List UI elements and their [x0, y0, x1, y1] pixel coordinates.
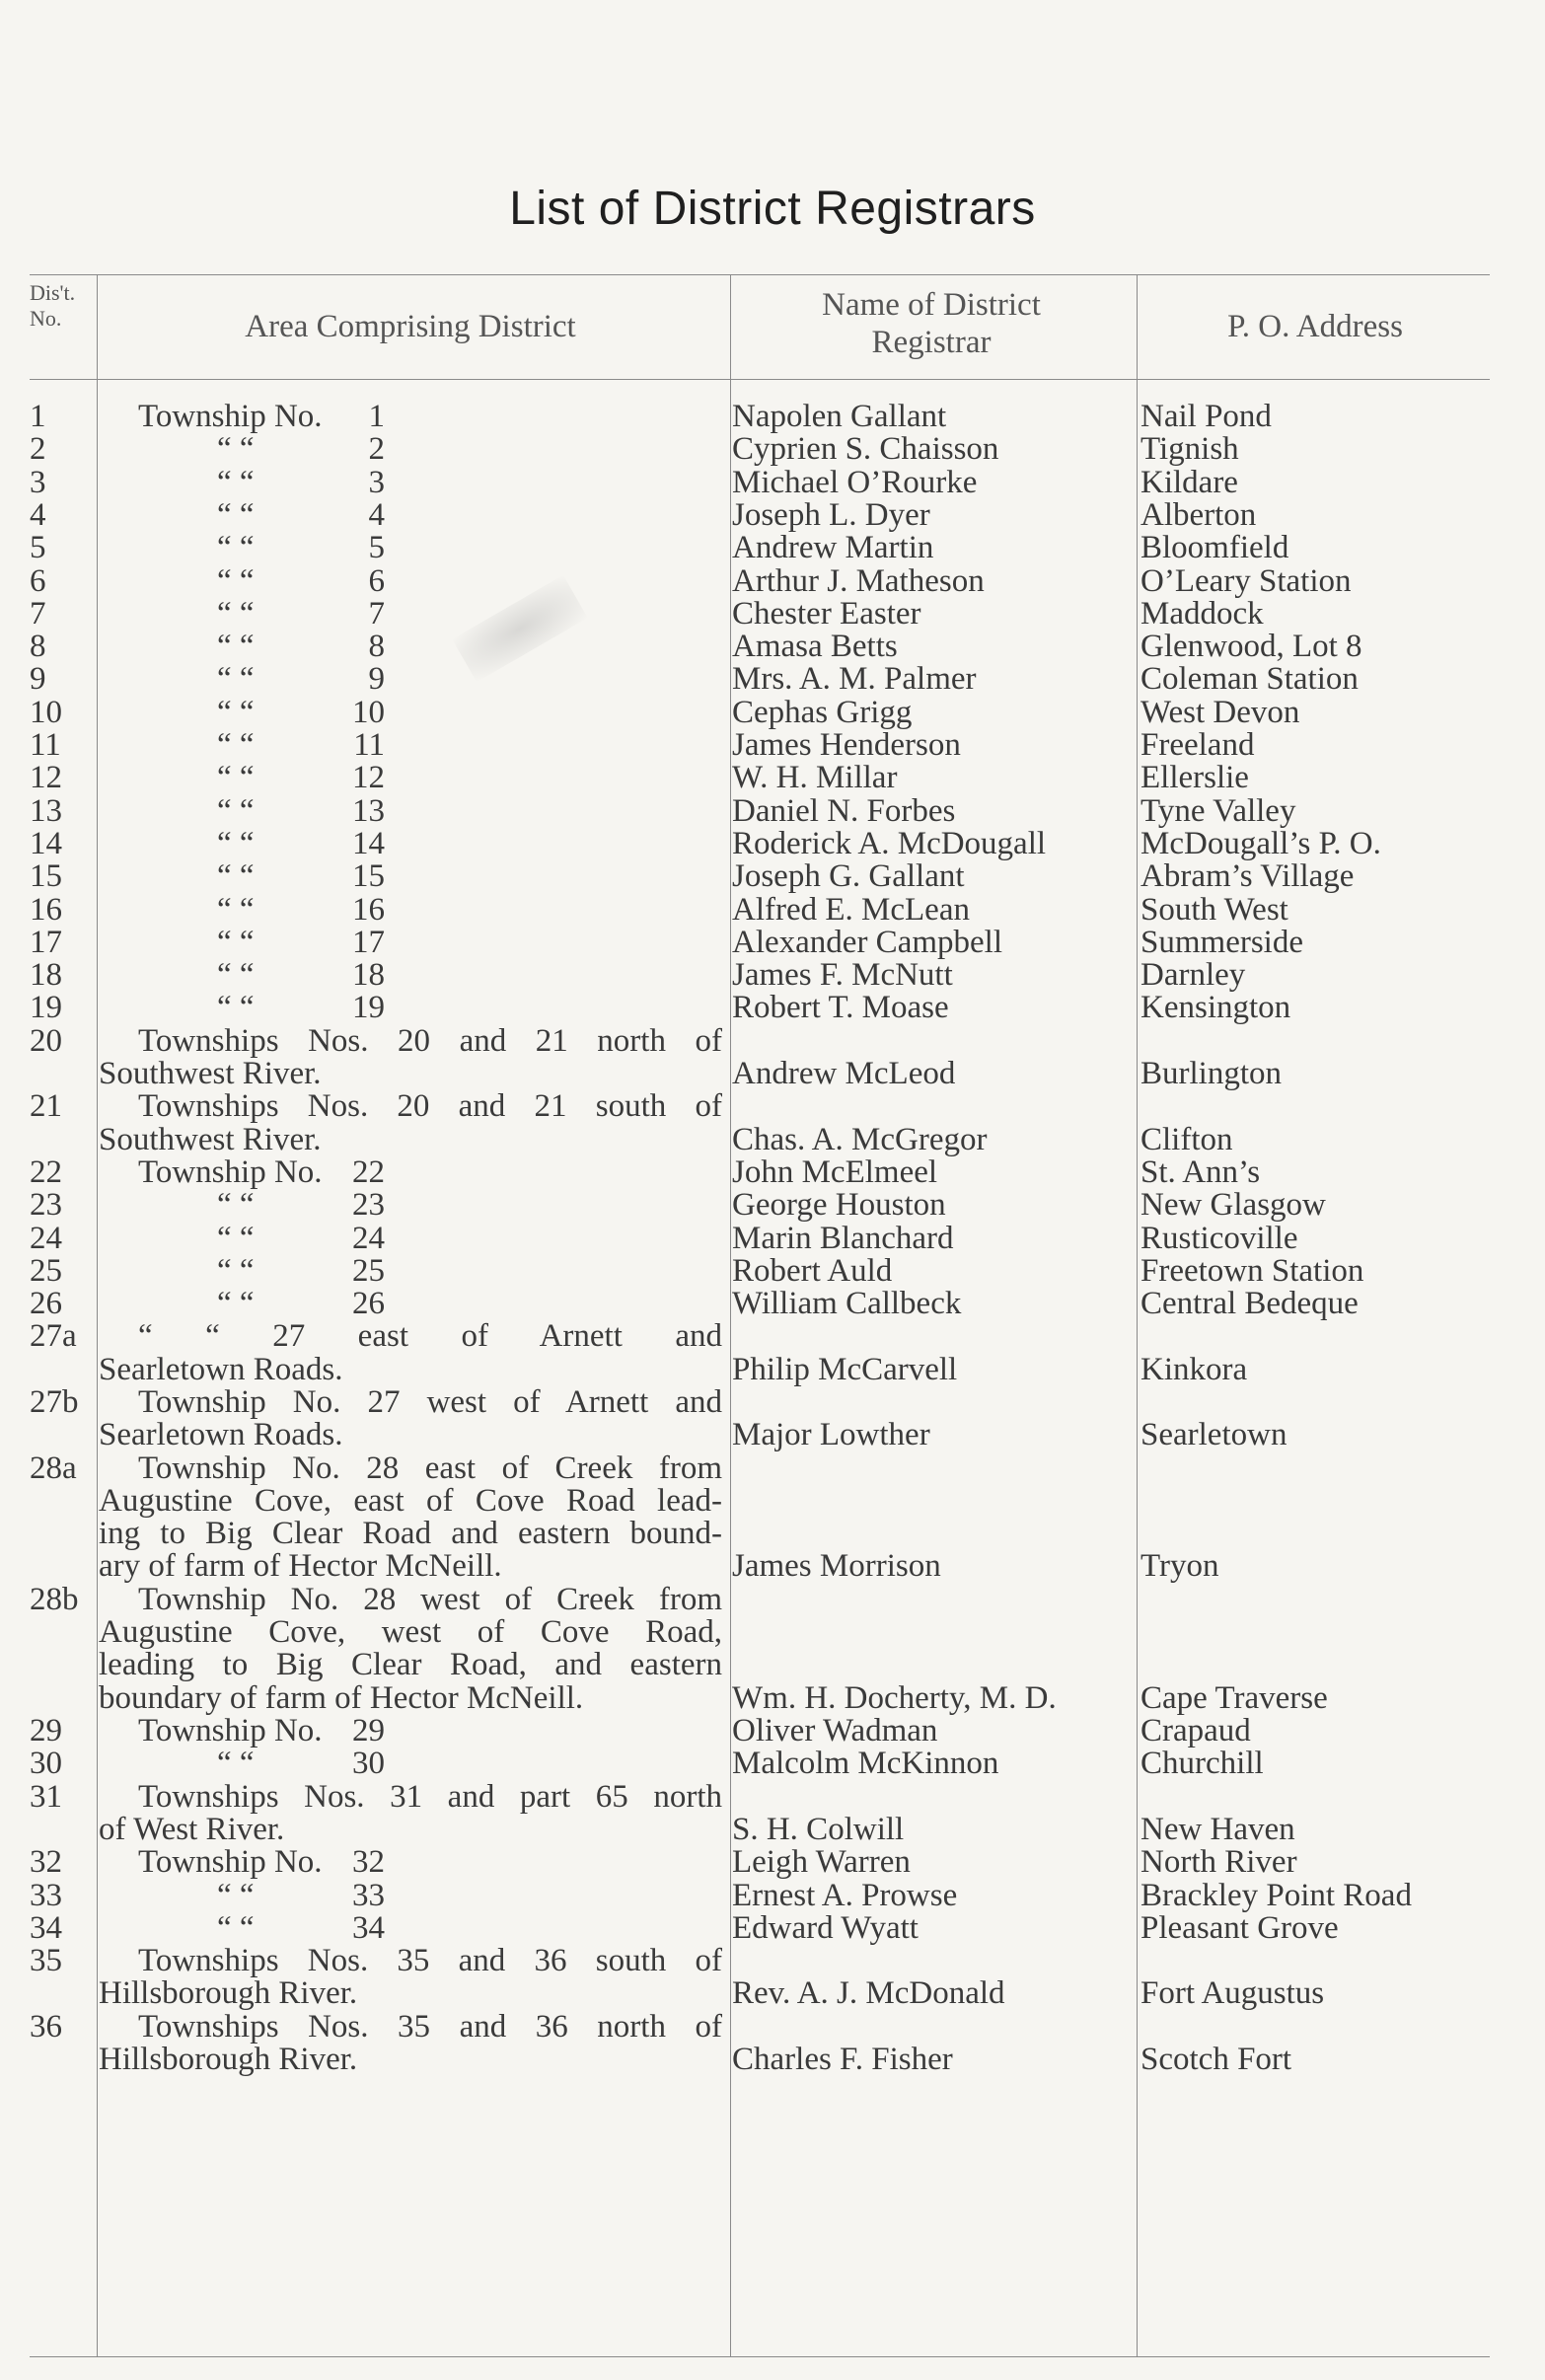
area-description: [99, 1945, 722, 2011]
table-row: [0, 532, 1545, 564]
table-row: [0, 959, 1545, 992]
district-number: 25: [30, 1252, 62, 1289]
district-number: 13: [30, 792, 62, 829]
po-address: Searletown: [1140, 1417, 1288, 1453]
area-description: [99, 729, 722, 762]
district-number: 16: [30, 891, 62, 928]
district-number: 20: [30, 1022, 62, 1059]
district-number: 15: [30, 858, 62, 895]
township-number: 32: [352, 1844, 385, 1881]
table-row: [0, 1846, 1545, 1879]
po-address: New Glasgow: [1140, 1187, 1326, 1224]
header-registrar-name: Name of District Registrar: [822, 287, 1041, 360]
registrar-name: John McElmeel: [732, 1153, 938, 1190]
table-row: [0, 762, 1545, 794]
township-number: 34: [352, 1909, 385, 1946]
area-line: Township No. 27 west of Arnett and: [138, 1386, 722, 1420]
area-description: [99, 1846, 722, 1879]
area-line: “ “ 27 east of Arnett and: [138, 1320, 722, 1354]
po-address: Alberton: [1140, 496, 1257, 533]
registrar-name: Mrs. A. M. Palmer: [732, 661, 977, 698]
po-address: Abram’s Village: [1140, 858, 1355, 895]
district-number: 27b: [30, 1384, 79, 1420]
registrar-name: James F. McNutt: [732, 957, 953, 994]
district-number: 10: [30, 694, 62, 730]
po-address: Brackley Point Road: [1140, 1877, 1412, 1913]
area-description: [99, 1252, 722, 1289]
township-number: 13: [352, 792, 385, 829]
township-number: 8: [368, 629, 385, 665]
registrar-name: James Morrison: [732, 1548, 941, 1585]
registrar-name: Major Lowther: [732, 1417, 930, 1453]
area-description: [99, 631, 722, 663]
po-address: McDougall’s P. O.: [1140, 825, 1381, 861]
table-row: [0, 1581, 1545, 1716]
ditto-marks: “ “: [217, 825, 255, 861]
township-number: 11: [353, 727, 385, 763]
area-line: Searletown Roads.: [99, 1353, 343, 1386]
po-address: Fort Augustus: [1140, 1975, 1325, 2012]
area-description: [99, 433, 722, 466]
page-title: List of District Registrars: [509, 183, 1036, 235]
table-top-rule: [30, 274, 1490, 275]
po-address: Maddock: [1140, 595, 1264, 632]
area-description: [99, 2011, 722, 2077]
po-address: North River: [1140, 1844, 1297, 1881]
district-number: 26: [30, 1286, 62, 1322]
district-number: 2: [30, 431, 46, 468]
po-address: Bloomfield: [1140, 530, 1289, 566]
area-description: [99, 792, 722, 829]
area-line: Augustine Cove, west of Cove Road,: [99, 1616, 722, 1650]
area-description: [99, 1090, 722, 1156]
ditto-marks: “ “: [217, 1187, 255, 1224]
ditto-marks: “ “: [217, 1220, 255, 1256]
registrar-name: Cyprien S. Chaisson: [732, 431, 999, 468]
po-address: Crapaud: [1140, 1713, 1251, 1748]
table-row: [0, 1909, 1545, 1946]
table-row: [0, 1877, 1545, 1913]
area-line: Townships Nos. 20 and 21 south of: [138, 1090, 722, 1124]
registrar-name: Alfred E. McLean: [732, 891, 970, 928]
district-number: 8: [30, 629, 46, 665]
table-row: [0, 1945, 1545, 2011]
district-number: 32: [30, 1844, 62, 1881]
ditto-marks: “ “: [217, 924, 255, 960]
registrar-name: Arthur J. Matheson: [732, 562, 985, 599]
table-row: [0, 860, 1545, 893]
table-row: [0, 1715, 1545, 1748]
district-number: 3: [30, 464, 46, 500]
district-number: 12: [30, 760, 62, 796]
registrar-name: Andrew Martin: [732, 530, 934, 566]
table-row: [0, 1748, 1545, 1780]
township-label: Township No.: [138, 1713, 323, 1748]
area-description: [99, 1220, 722, 1256]
area-description: [99, 663, 722, 696]
table-row: [0, 663, 1545, 696]
po-address: St. Ann’s: [1140, 1153, 1261, 1190]
district-number: 17: [30, 924, 62, 960]
township-number: 22: [352, 1153, 385, 1190]
area-description: [99, 762, 722, 794]
ditto-marks: “ “: [217, 530, 255, 566]
po-address: Kinkora: [1140, 1351, 1248, 1387]
area-description: [99, 464, 722, 500]
table-row: [0, 631, 1545, 663]
area-description: [99, 1189, 722, 1222]
township-number: 3: [368, 464, 385, 500]
district-number: 14: [30, 825, 62, 861]
table-row: [0, 1090, 1545, 1156]
district-number: 28b: [30, 1581, 79, 1617]
ditto-marks: “ “: [217, 496, 255, 533]
area-description: [99, 1288, 722, 1320]
township-number: 24: [352, 1220, 385, 1256]
po-address: Tryon: [1140, 1548, 1219, 1585]
ditto-marks: “ “: [217, 629, 255, 665]
area-description: [99, 1320, 722, 1386]
ditto-marks: “ “: [217, 891, 255, 928]
table-row: [0, 1153, 1545, 1190]
area-line: ary of farm of Hector McNeill.: [99, 1550, 502, 1584]
po-address: Tignish: [1140, 431, 1239, 468]
district-number: 19: [30, 990, 62, 1026]
district-number: 36: [30, 2008, 62, 2045]
table-row: [0, 496, 1545, 533]
registrar-name: W. H. Millar: [732, 760, 898, 796]
area-line: boundary of farm of Hector McNeill.: [99, 1681, 584, 1715]
township-number: 6: [368, 562, 385, 599]
district-number: 1: [30, 399, 46, 434]
area-description: [99, 595, 722, 632]
ditto-marks: “ “: [217, 1909, 255, 1946]
district-number: 11: [30, 727, 61, 763]
district-number: 30: [30, 1746, 62, 1782]
area-description: [99, 694, 722, 730]
ditto-marks: “ “: [217, 595, 255, 632]
township-number: 33: [352, 1877, 385, 1913]
area-description: [99, 1877, 722, 1913]
area-line: Townships Nos. 31 and part 65 north: [138, 1780, 722, 1814]
table-bottom-rule: [30, 2356, 1490, 2357]
po-address: Freeland: [1140, 727, 1255, 763]
area-description: [99, 924, 722, 960]
registrar-name: Marin Blanchard: [732, 1220, 954, 1256]
area-description: [99, 1153, 722, 1190]
area-line: Hillsborough River.: [99, 1977, 358, 2011]
district-number: 5: [30, 530, 46, 566]
table-row: [0, 401, 1545, 433]
township-number: 4: [368, 496, 385, 533]
township-number: 19: [352, 990, 385, 1026]
po-address: Rusticoville: [1140, 1220, 1298, 1256]
registrar-name: Oliver Wadman: [732, 1713, 938, 1748]
registrar-name: Chester Easter: [732, 595, 921, 632]
township-number: 1: [368, 399, 385, 434]
table-row: [0, 2008, 1545, 2077]
registrar-name: Chas. A. McGregor: [732, 1121, 988, 1157]
area-description: [99, 1025, 722, 1091]
township-number: 7: [368, 595, 385, 632]
ditto-marks: “ “: [217, 990, 255, 1026]
ditto-marks: “ “: [217, 760, 255, 796]
district-number: 6: [30, 562, 46, 599]
ditto-marks: “ “: [217, 727, 255, 763]
area-description: [99, 562, 722, 599]
township-label: Township No.: [138, 399, 323, 434]
area-description: [99, 825, 722, 861]
header-area: Area Comprising District: [245, 309, 576, 344]
po-address: Clifton: [1140, 1121, 1233, 1157]
area-line: Searletown Roads.: [99, 1419, 343, 1452]
township-number: 9: [368, 661, 385, 698]
area-description: [99, 496, 722, 533]
district-number: 21: [30, 1088, 62, 1125]
township-number: 30: [352, 1746, 385, 1782]
area-description: [99, 860, 722, 893]
registrar-name: Philip McCarvell: [732, 1351, 958, 1387]
area-line: Southwest River.: [99, 1123, 322, 1156]
po-address: West Devon: [1140, 694, 1300, 730]
area-description: [99, 1715, 722, 1748]
table-row: [0, 562, 1545, 599]
township-number: 2: [368, 431, 385, 468]
township-number: 26: [352, 1286, 385, 1322]
district-number: 4: [30, 496, 46, 533]
area-line: Augustine Cove, east of Cove Road lead-: [99, 1484, 722, 1519]
registrar-name: Daniel N. Forbes: [732, 792, 956, 829]
registrar-name: George Houston: [732, 1187, 946, 1224]
po-address: Darnley: [1140, 957, 1246, 994]
ditto-marks: “ “: [217, 562, 255, 599]
table-row: [0, 924, 1545, 960]
po-address: Ellerslie: [1140, 760, 1249, 796]
ditto-marks: “ “: [217, 1252, 255, 1289]
area-description: [99, 891, 722, 928]
district-number: 31: [30, 1778, 62, 1815]
township-number: 15: [352, 858, 385, 895]
table-row: [0, 1452, 1545, 1584]
table-row: [0, 825, 1545, 861]
registrar-name: Michael O’Rourke: [732, 464, 978, 500]
ditto-marks: “ “: [217, 1746, 255, 1782]
district-number: 28a: [30, 1450, 77, 1486]
registrar-name: Wm. H. Docherty, M. D.: [732, 1679, 1057, 1716]
table-row: [0, 595, 1545, 632]
ditto-marks: “ “: [217, 858, 255, 895]
po-address: Central Bedeque: [1140, 1286, 1359, 1322]
district-number: 22: [30, 1153, 62, 1190]
area-description: [99, 959, 722, 992]
township-number: 10: [352, 694, 385, 730]
po-address: Glenwood, Lot 8: [1140, 629, 1362, 665]
district-number: 9: [30, 661, 46, 698]
district-number: 35: [30, 1943, 62, 1979]
po-address: Kensington: [1140, 990, 1291, 1026]
township-number: 29: [352, 1713, 385, 1748]
po-address: Coleman Station: [1140, 661, 1359, 698]
header-district-number: Dis't. No.: [30, 280, 76, 331]
table-row: [0, 1288, 1545, 1320]
registrar-name: Robert T. Moase: [732, 990, 949, 1026]
township-number: 14: [352, 825, 385, 861]
area-line: Township No. 28 west of Creek from: [138, 1583, 722, 1617]
ditto-marks: “ “: [217, 1877, 255, 1913]
township-number: 18: [352, 957, 385, 994]
ditto-marks: “ “: [217, 661, 255, 698]
district-number: 34: [30, 1909, 62, 1946]
area-description: [99, 1781, 722, 1847]
district-number: 33: [30, 1877, 62, 1913]
area-line: ing to Big Clear Road and eastern bound-: [99, 1518, 722, 1551]
po-address: Pleasant Grove: [1140, 1909, 1339, 1946]
registrar-name: Joseph G. Gallant: [732, 858, 965, 895]
township-label: Township No.: [138, 1844, 323, 1881]
area-description: [99, 1452, 722, 1584]
district-number: 18: [30, 957, 62, 994]
registrar-name: William Callbeck: [732, 1286, 962, 1322]
registrar-name: Malcolm McKinnon: [732, 1746, 999, 1782]
district-number: 29: [30, 1713, 62, 1748]
registrar-name: S. H. Colwill: [732, 1811, 905, 1847]
area-line: Townships Nos. 35 and 36 south of: [138, 1945, 722, 1978]
area-description: [99, 1584, 722, 1715]
registrar-name: Amasa Betts: [732, 629, 898, 665]
po-address: Nail Pond: [1140, 399, 1272, 434]
table-row: [0, 1320, 1545, 1386]
registrar-name: Napolen Gallant: [732, 399, 947, 434]
district-number: 24: [30, 1220, 62, 1256]
table-row: [0, 1778, 1545, 1847]
township-label: Township No.: [138, 1153, 323, 1190]
ditto-marks: “ “: [217, 464, 255, 500]
po-address: Churchill: [1140, 1746, 1264, 1782]
area-line: Townships Nos. 20 and 21 north of: [138, 1024, 722, 1058]
area-description: [99, 401, 722, 433]
po-address: Scotch Fort: [1140, 2041, 1292, 2077]
po-address: New Haven: [1140, 1811, 1295, 1847]
area-description: [99, 992, 722, 1024]
registrar-name: Ernest A. Prowse: [732, 1877, 958, 1913]
registrar-name: Edward Wyatt: [732, 1909, 919, 1946]
ditto-marks: “ “: [217, 1286, 255, 1322]
registrar-name: Rev. A. J. McDonald: [732, 1975, 1005, 2012]
district-number: 23: [30, 1187, 62, 1224]
header-po-address: P. O. Address: [1227, 309, 1403, 344]
po-address: Freetown Station: [1140, 1252, 1364, 1289]
township-number: 17: [352, 924, 385, 960]
table-row: [0, 891, 1545, 928]
po-address: Burlington: [1140, 1055, 1283, 1091]
area-description: [99, 1748, 722, 1780]
po-address: Summerside: [1140, 924, 1303, 960]
table-row: [0, 1220, 1545, 1256]
township-number: 16: [352, 891, 385, 928]
district-number: 7: [30, 595, 46, 632]
registrar-name: Cephas Grigg: [732, 694, 913, 730]
table-row: [0, 1386, 1545, 1452]
po-address: South West: [1140, 891, 1288, 928]
ditto-marks: “ “: [217, 792, 255, 829]
table-row: [0, 433, 1545, 466]
table-row: [0, 464, 1545, 500]
table-row: [0, 992, 1545, 1024]
area-line: of West River.: [99, 1813, 285, 1847]
registrar-name: Robert Auld: [732, 1252, 893, 1289]
township-number: 23: [352, 1187, 385, 1224]
area-description: [99, 532, 722, 564]
ditto-marks: “ “: [217, 694, 255, 730]
ditto-marks: “ “: [217, 431, 255, 468]
district-number: 27a: [30, 1318, 77, 1355]
table-row: [0, 1189, 1545, 1222]
area-line: Townships Nos. 35 and 36 north of: [138, 2010, 722, 2044]
table-row: [0, 1252, 1545, 1289]
registrar-name: Leigh Warren: [732, 1844, 911, 1881]
table-row: [0, 694, 1545, 730]
area-description: [99, 1909, 722, 1946]
po-address: Tyne Valley: [1140, 792, 1296, 829]
township-number: 12: [352, 760, 385, 796]
area-description: [99, 1386, 722, 1452]
po-address: O’Leary Station: [1140, 562, 1352, 599]
registrar-name: Joseph L. Dyer: [732, 496, 930, 533]
ditto-marks: “ “: [217, 957, 255, 994]
registrar-name: Roderick A. McDougall: [732, 825, 1047, 861]
po-address: Kildare: [1140, 464, 1238, 500]
table-row: [0, 1022, 1545, 1091]
header-bottom-rule: [30, 379, 1490, 380]
area-line: Southwest River.: [99, 1057, 322, 1091]
area-line: Hillsborough River.: [99, 2043, 358, 2077]
registrar-name: Andrew McLeod: [732, 1055, 956, 1091]
registrar-name: Alexander Campbell: [732, 924, 1002, 960]
area-line: leading to Big Clear Road, and eastern: [99, 1649, 722, 1682]
po-address: Cape Traverse: [1140, 1679, 1328, 1716]
table-row: [0, 792, 1545, 829]
registrar-name: Charles F. Fisher: [732, 2041, 953, 2077]
township-number: 5: [368, 530, 385, 566]
township-number: 25: [352, 1252, 385, 1289]
area-line: Township No. 28 east of Creek from: [138, 1451, 722, 1485]
registrar-name: James Henderson: [732, 727, 961, 763]
table-row: [0, 729, 1545, 762]
